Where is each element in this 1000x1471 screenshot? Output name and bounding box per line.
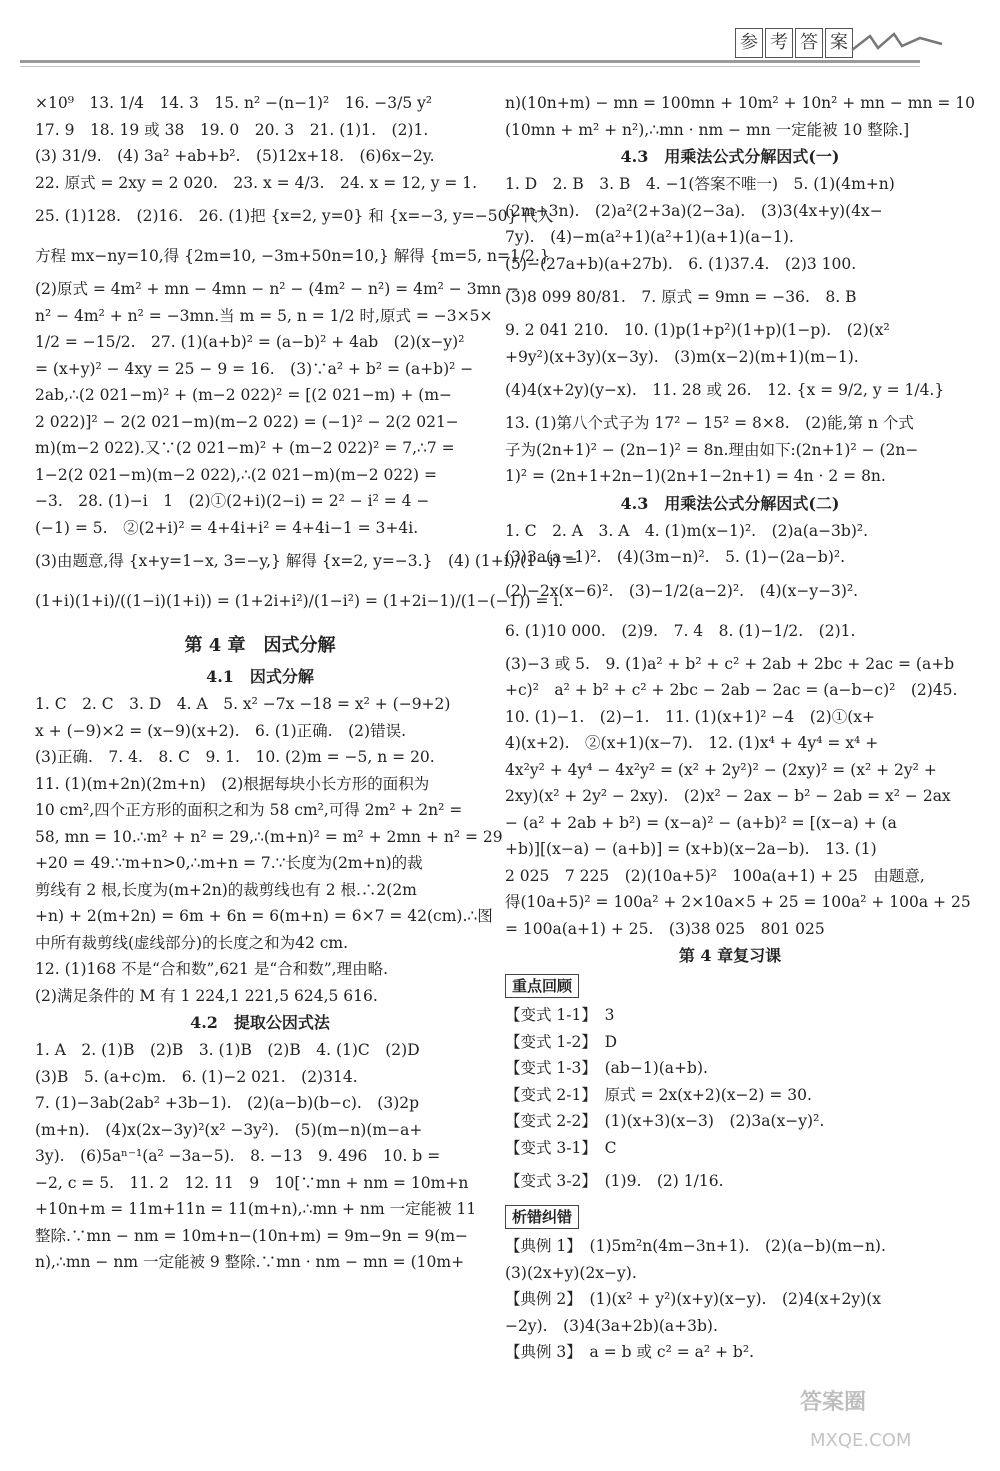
answer-line: +9y²)(x+3y)(x−3y). (3)m(x−2)(m+1)(m−1). (505, 347, 859, 366)
error-analysis-box: 析错纠错 (505, 1205, 579, 1229)
review-item: 【变式 3-1】 C (505, 1138, 617, 1157)
answer-line: 1)² = (2n+1+2n−1)(2n+1−2n+1) = 4n · 2 = 8n. (505, 467, 886, 485)
review-item: 【变式 1-2】 D (505, 1032, 618, 1051)
answer-line: 2xy)(x² + 2y² − 2xy). (2)x² − 2ax − b² − 2ab = x² − 2ax (505, 787, 951, 805)
answer-line: 1/2 = −15/2. 27. (1)(a+b)² = (a−b)² + 4ab (2)(x−y)² (35, 333, 465, 351)
review-item: 【变式 1-3】 (ab−1)(a+b). (505, 1059, 708, 1077)
answer-line: 10. (1)−1. (2)−1. 11. (1)(x+1)² −4 (2)①(x+ (505, 707, 875, 726)
review-item: 【变式 3-2】 (1)9. (2) 1/16. (505, 1172, 724, 1190)
answer-line: +20 = 49.∵m+n>0,∴m+n = 7.∵长度为(2m+n)的裁 (35, 854, 423, 872)
answer-line: (−1) = 5. ②(2+i)² = 4+4i+i² = 4+4i−1 = 3+4i. (35, 518, 419, 537)
answer-line: (3) 31/9. (4) 3a² +ab+b². (5)12x+18. (6)6x−2y. (35, 147, 435, 165)
review-item: 【变式 2-1】 原式 = 2x(x+2)(x−2) = 30. (505, 1085, 812, 1104)
header-rule (20, 60, 920, 63)
watermark-logo: 答案圈 (800, 1390, 867, 1415)
answer-line: 13. (1)第八个式子为 17² − 15² = 8×8. (2)能,第 n 个式 (505, 414, 914, 432)
answer-line: (4)4(x+2y)(y−x). 11. 28 或 26. 12. {x = 9/2, y = 1/4.} (505, 381, 945, 399)
answer-line: (3)正确. 7. 4. 8. C 9. 1. 10. (2)m = −5, n = 20. (35, 748, 435, 766)
answer-line: −3. 28. (1)−i 1 (2)①(2+i)(2−i) = 2² − i² = 4 − (35, 492, 430, 510)
review-item: −2y). (3)4(3a+2b)(a+3b). (505, 1316, 718, 1335)
answer-line: 得(10a+5)² = 100a² + 2×10a×5 + 25 = 100a² + 100a + 25 (505, 893, 971, 911)
answer-line: 58, mn = 10.∴m² + n² = 29,∴(m+n)² = m² + 2mn + n² = 29 (35, 827, 503, 846)
answer-line: 22. 原式 = 2xy = 2 020. 23. x = 4/3. 24. x = 12, y = 1. (35, 173, 478, 192)
answer-line: (5)−(27a+b)(a+27b). 6. (1)37.4. (2)3 100. (505, 254, 857, 273)
answer-line: (10mn + m² + n²),∴mn · nm − mn 一定能被 10 整除.] (505, 120, 910, 139)
answer-line: 9. 2 041 210. 10. (1)p(1+p²)(1+p)(1−p). (2)(x² (505, 321, 890, 339)
answer-line: m)(m−2 022).又∵(2 021−m)² + (m−2 022)² = 7,∴7 = (35, 439, 455, 457)
answer-line: = 100a(a+1) + 25. (3)38 025 801 025 (505, 919, 825, 938)
answer-line: 4x²y² + 4y⁴ − 4x²y² = (x² + 2y²)² − (2xy)² = (x² + 2y² + (505, 760, 937, 779)
answer-line: 4)(x+2). ②(x+1)(x−7). 12. (1)x⁴ + 4y⁴ = x⁴ + (505, 734, 879, 752)
answer-line: +10n+m = 11m+11n = 11(m+n),∴mn + nm 一定能被 11 (35, 1200, 477, 1218)
answer-line: 剪线有 2 根,长度为(m+2n)的裁剪线也有 2 根.∴2(2m (35, 880, 417, 899)
review-item: (3)(2x+y)(2x−y). (505, 1263, 637, 1282)
badge-char: 案 (825, 28, 853, 58)
answer-line: 2 022)]² − 2(2 021−m)(m−2 022) = (−1)² − 2(2 021− (35, 412, 459, 431)
answer-line: 6. (1)10 000. (2)9. 7. 4 8. (1)−1/2. (2)1. (505, 621, 856, 640)
answer-line: 1. A 2. (1)B (2)B 3. (1)B (2)B 4. (1)C (2)D (35, 1041, 420, 1059)
answer-line: 2ab,∴(2 021−m)² + (m−2 022)² = [(2 021−m) + (m− (35, 386, 453, 404)
answer-line: 1. C 2. C 3. D 4. A 5. x² −7x −18 = x² + (−9+2) (35, 695, 451, 713)
answer-line: 3y). (6)5aⁿ⁻¹(a² −3a−5). 8. −13 9. 496 10. b = (35, 1147, 441, 1165)
answer-line: 中所有裁剪线(虚线部分)的长度之和为42 cm. (35, 933, 349, 952)
answer-line: 25. (1)128. (2)16. 26. (1)把 {x=2, y=0} 和 {x=−3, y=−50} 代入 (35, 207, 554, 225)
answer-line: 10 cm²,四个正方形的面积之和为 58 cm²,可得 2m² + 2n² = (35, 801, 463, 819)
section-title: 4.2 提取公因式法 (190, 1013, 330, 1032)
page-header (0, 0, 1000, 70)
answer-line: 方程 mx−ny=10,得 {2m=10, −3m+50n=10,} 解得 {m=5, n=1/2.} (35, 247, 550, 265)
answer-line: x + (−9)×2 = (x−9)(x+2). 6. (1)正确. (2)错误. (35, 721, 406, 740)
key-review-box: 重点回顾 (505, 974, 579, 998)
review-item: 【变式 1-1】 3 (505, 1006, 615, 1024)
section-title: 4.3 用乘法公式分解因式(一) (620, 147, 840, 166)
answer-line: n),∴mn − nm 一定能被 9 整除.∵mn · nm − mn = (10m+ (35, 1253, 465, 1271)
review-title: 第 4 章复习课 (678, 946, 782, 965)
answer-line: +c)² a² + b² + c² + 2bc − 2ab − 2ac = (a−b−c)² (2)45. (505, 681, 958, 699)
answer-line: n)(10n+m) − mn = 100mn + 10m² + 10n² + mn − mn = 10 (505, 94, 975, 112)
answer-line: (2)原式 = 4m² + mn − 4mn − n² − (4m² − n²) = 4m² − 3mn − (35, 280, 520, 298)
answer-line: (3)由题意,得 {x+y=1−x, 3=−y,} 解得 {x=2, y=−3.} (4) (1+i)/(1−i) = (35, 552, 578, 570)
review-item: 【典例 2】 (1)(x² + y²)(x+y)(x−y). (2)4(x+2y)(x (505, 1290, 881, 1308)
answer-line: 12. (1)168 不是“合和数”,621 是“合和数”,理由略. (35, 960, 389, 978)
watermark-url: MXQE.COM (810, 1430, 912, 1451)
answer-line: (2m+3n). (2)a²(2+3a)(2−3a). (3)3(4x+y)(4x− (505, 201, 883, 220)
right-column (505, 90, 975, 1366)
answer-line: 17. 9 18. 19 或 38 19. 0 20. 3 21. (1)1. (2)1. (35, 120, 429, 139)
answer-line: −2, c = 5. 11. 2 12. 11 9 10[∵mn + nm = 10m+n (35, 1173, 469, 1192)
answer-line: (m+n). (4)x(2x−3y)²(x² −3y²). (5)(m−n)(m−a+ (35, 1120, 423, 1139)
chapter-title: 第 4 章 因式分解 (184, 635, 336, 656)
answer-line: (2)满足条件的 M 有 1 224,1 221,5 624,5 616. (35, 986, 378, 1005)
answer-line: 7. (1)−3ab(2ab² +3b−1). (2)(a−b)(b−c). (3)2p (35, 1094, 420, 1112)
answer-line: +n) + 2(m+2n) = 6m + 6n = 6(m+n) = 6×7 = 42(cm).∴图 (35, 907, 493, 925)
answer-line: 整除.∵mn − nm = 10m+n−(10n+m) = 9m−9n = 9(m− (35, 1226, 469, 1245)
answer-line: 子为(2n+1)² − (2n−1)² = 8n.理由如下:(2n+1)² − (2n− (505, 440, 919, 459)
answer-line: 1. C 2. A 3. A 4. (1)m(x−1)². (2)a(a−3b)². (505, 521, 869, 540)
answer-line: (2)−2x(x−6)². (3)−1/2(a−2)². (4)(x−y−3)². (505, 581, 859, 600)
section-title: 4.3 用乘法公式分解因式(二) (620, 493, 840, 513)
answer-line: 7y). (4)−m(a²+1)(a²+1)(a+1)(a−1). (505, 228, 794, 246)
answer-line: 1. D 2. B 3. B 4. −1(答案不唯一) 5. (1)(4m+n) (505, 175, 895, 193)
answer-line: (3)8 099 80/81. 7. 原式 = 9mn = −36. 8. B (505, 288, 857, 306)
reference-answers-badge (735, 28, 853, 58)
review-item: 【典例 3】 a = b 或 c² = a² + b². (505, 1343, 754, 1361)
section-title: 4.1 因式分解 (206, 667, 314, 686)
header-rule-thin (20, 66, 920, 67)
answer-line: ×10⁹ 13. 1/4 14. 3 15. n² −(n−1)² 16. −3/5 y² (35, 94, 433, 112)
answer-line: n² − 4m² + n² = −3mn.当 m = 5, n = 1/2 时,原式 = −3×5× (35, 306, 493, 325)
badge-char: 答 (795, 28, 823, 58)
badge-char: 参 (735, 28, 763, 58)
answer-line: (3)3a(a−1)². (4)(3m−n)². 5. (1)−(2a−b)². (505, 548, 846, 566)
answer-line: (1+i)(1+i)/((1−i)(1+i)) = (1+2i+i²)/(1−i²) = (1+2i−1)/(1−(−1)) = i. (35, 592, 564, 610)
answer-line: (3)−3 或 5. 9. (1)a² + b² + c² + 2ab + 2bc + 2ac = (a+b (505, 654, 955, 673)
answer-line: +b)][(x−a) − (a+b)] = (x+b)(x−2a−b). 13. (1) (505, 840, 877, 858)
review-item: 【变式 2-2】 (1)(x+3)(x−3) (2)3a(x−y)². (505, 1112, 825, 1130)
header-ornament-icon (850, 30, 945, 58)
answer-line: 11. (1)(m+2n)(2m+n) (2)根据每块小长方形的面积为 (35, 774, 430, 793)
review-item: 【典例 1】 (1)5m²n(4m−3n+1). (2)(a−b)(m−n). (505, 1237, 886, 1255)
answer-line: − (a² + 2ab + b²) = (x−a)² − (a+b)² = [(x−a) + (a (505, 813, 897, 832)
answer-line: 2 025 7 225 (2)(10a+5)² 100a(a+1) + 25 由题意, (505, 866, 925, 885)
answer-line: (3)B 5. (a+c)m. 6. (1)−2 021. (2)314. (35, 1067, 358, 1086)
badge-char: 考 (765, 28, 793, 58)
answer-line: = (x+y)² − 4xy = 25 − 9 = 16. (3)∵a² + b² = (a+b)² − (35, 359, 474, 378)
answer-line: 1−2(2 021−m)(m−2 022),∴(2 021−m)(m−2 022) = (35, 465, 438, 484)
